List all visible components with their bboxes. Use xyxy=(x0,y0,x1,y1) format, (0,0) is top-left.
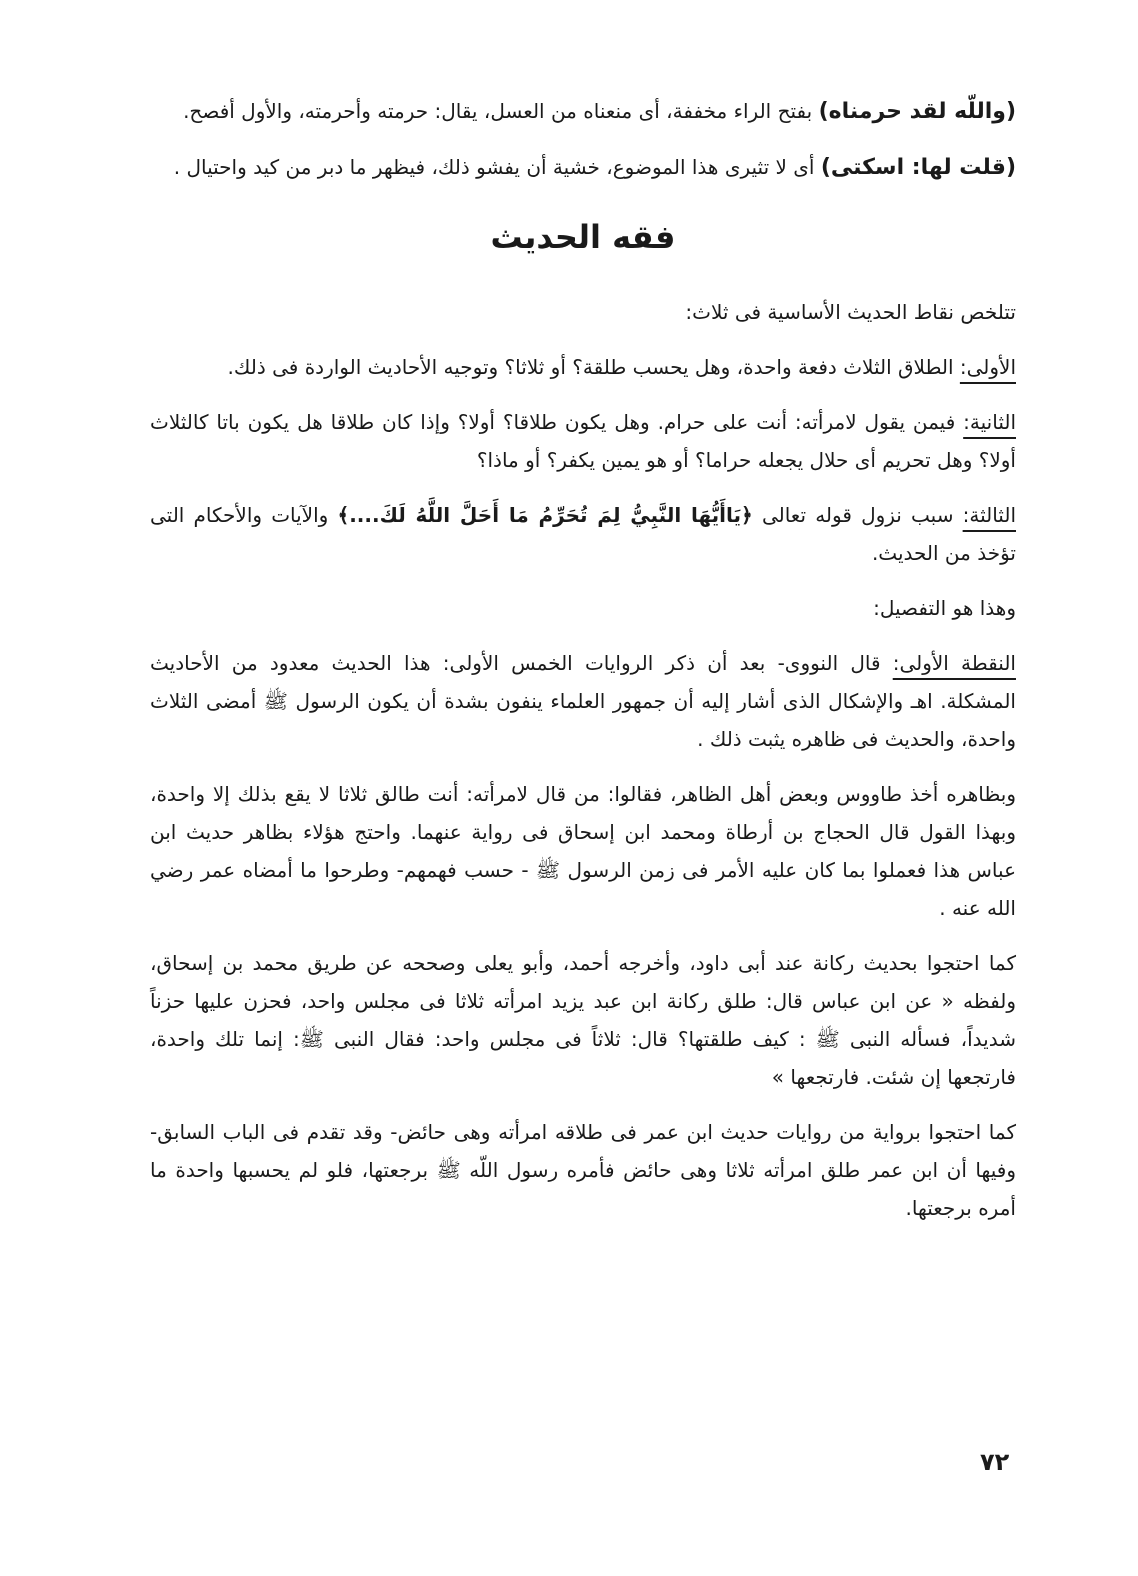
point-second xyxy=(150,403,1016,479)
point-first xyxy=(150,348,1016,386)
second-label: الثانية: xyxy=(963,410,1016,434)
paragraph-1 xyxy=(150,92,1016,131)
page-body xyxy=(150,92,1016,1244)
second-text: فيمن يقول لامرأته: أنت على حرام. وهل يكون طلاقا؟ أولا؟ وإذا كان طلاقا هل يكون باتا كالثلاث أولا؟ وهل تحريم أى حلال يجعله حراما؟ أو هو يمين يكفر؟ أو ماذا؟ xyxy=(150,410,1016,472)
third-text-b: والآيات والأحكام التى تؤخذ من الحديث. xyxy=(150,503,1016,565)
paragraph-2-text: أى لا تثيرى هذا الموضوع، خشية أن يفشو ذلك، فيظهر ما دبر من كيد واحتيال . xyxy=(173,155,821,179)
paragraph-1-text: بفتح الراء مخففة، أى منعناه من العسل، يقال: حرمته وأحرمته، والأول أفصح. xyxy=(183,99,819,123)
quran-verse: ﴿يَاأَيُّهَا النَّبِيُّ لِمَ تُحَرِّمُ مَا أَحَلَّ اللَّهُ لَكَ....﴾ xyxy=(337,503,753,527)
intro-line: تتلخص نقاط الحديث الأساسية فى ثلاث: xyxy=(685,300,1016,324)
paragraph-2 xyxy=(150,148,1016,187)
lead-phrase-2: (قلت لها: اسكتى) xyxy=(820,155,1016,180)
detail-line: وهذا هو التفصيل: xyxy=(873,596,1016,620)
first-label: الأولى: xyxy=(959,355,1016,379)
page-number: ٧٢ xyxy=(980,1448,1010,1476)
section-heading: فقه الحديث xyxy=(490,218,676,256)
third-text-a: سبب نزول قوله تعالى xyxy=(752,503,963,527)
point-third xyxy=(150,496,1016,572)
third-label: الثالثة: xyxy=(962,503,1016,527)
rukana-paragraph: كما احتجوا بحديث ركانة عند أبى داود، وأخرجه أحمد، وأبو يعلى وصححه عن طريق محمد بن إسحاق، ولفظه « عن ابن عباس قال: طلق ركانة ابن عبد يزيد امرأته ثلاثا فى مجلس واحد، فحزن عليها حزناً شديداً، فسأله النبى ﷺ : كيف طلقتها؟ قال: ثلاثاً فى مجلس واحد: فقال النبى ﷺ: إنما تلك واحدة، فارتجعها إن شئت. فارتجعها » xyxy=(150,951,1016,1089)
point1-text: قال النووى- بعد أن ذكر الروايات الخمس الأولى: هذا الحديث معدود من الأحاديث المشكلة. اهـ والإشكال الذى أشار إليه أن جمهور العلماء ينفون بشدة أن يكون الرسول ﷺ أمضى الثلاث واحدة، والحديث فى ظاهره يثبت ذلك . xyxy=(150,651,1016,751)
tawus-paragraph: وبظاهره أخذ طاووس وبعض أهل الظاهر، فقالوا: من قال لامرأته: أنت طالق ثلاثا لا يقع بذلك إلا واحدة، وبهذا القول قال الحجاج بن أرطاة ومحمد ابن إسحاق فى رواية عنهما. واحتج هؤلاء بظاهر حديث ابن عباس هذا فعملوا بما كان عليه الأمر فى زمن الرسول ﷺ - حسب فهمهم- وطرحوا ما أمضاه عمر رضي الله عنه . xyxy=(150,782,1016,920)
lead-phrase-1: (واللّه لقد حرمناه) xyxy=(818,99,1016,124)
point1-paragraph xyxy=(150,644,1016,758)
first-text: الطلاق الثلاث دفعة واحدة، وهل يحسب طلقة؟ أو ثلاثا؟ وتوجيه الأحاديث الواردة فى ذلك. xyxy=(227,355,960,379)
ibn-umar-paragraph: كما احتجوا برواية من روايات حديث ابن عمر فى طلاقه امرأته وهى حائض- وقد تقدم فى الباب السابق- وفيها أن ابن عمر طلق امرأته ثلاثا وهى حائض فأمره رسول اللّه ﷺ برجعتها، فلو لم يحسبها واحدة ما أمره برجعتها. xyxy=(150,1120,1016,1220)
point1-label: النقطة الأولى: xyxy=(892,651,1016,675)
